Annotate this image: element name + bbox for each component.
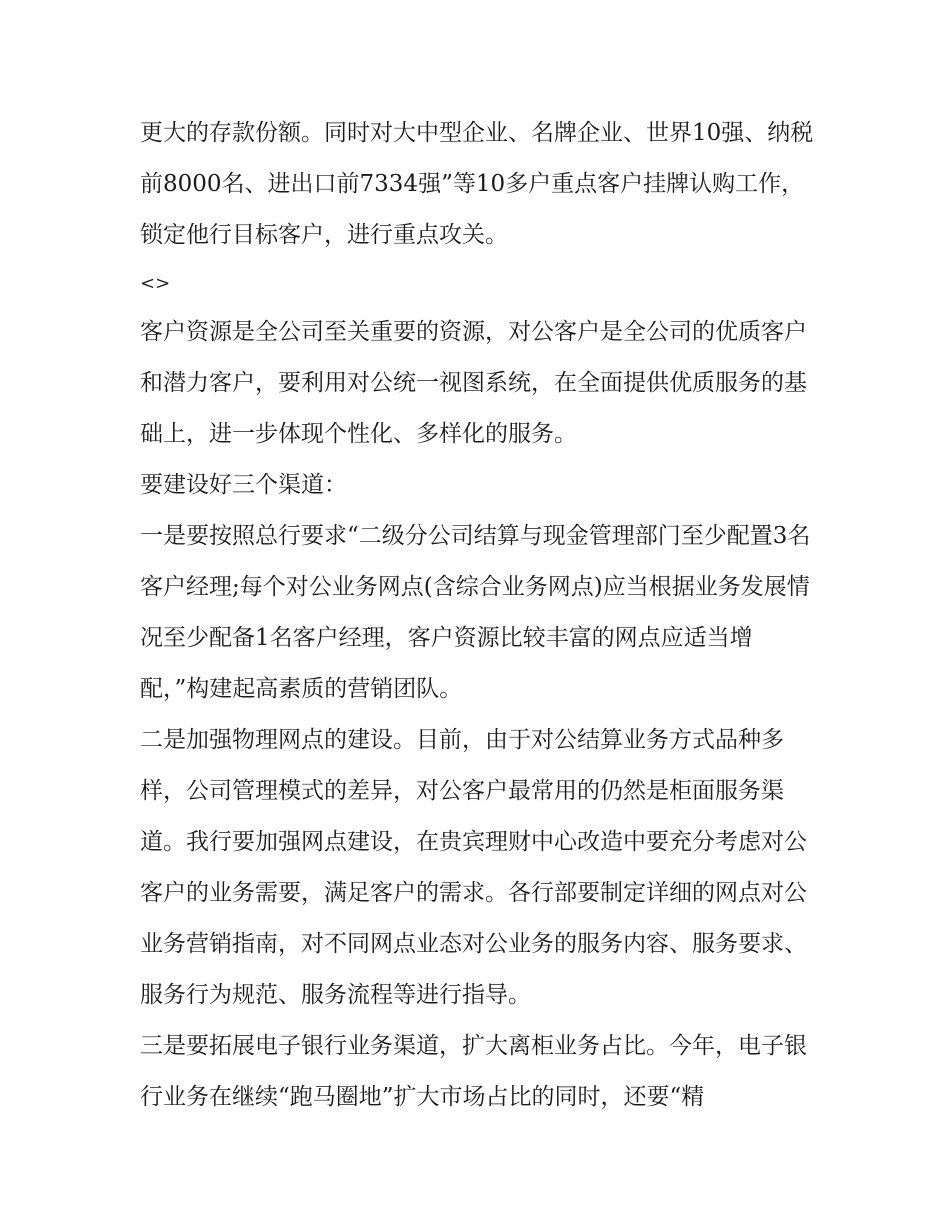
paragraph-three-channels: 要建设好三个渠道： xyxy=(140,472,347,498)
paragraph-channel-three: 三是要拓展电子银行业务渠道，扩大离柜业务占比。今年，电子银行业务在继续“跑马圈地”扩大市场占比的同时，还要“精 xyxy=(140,1033,807,1110)
paragraph-channel-one: 一是要按照总行要求“二级分公司结算与现金管理部门至少配置3名客户经理;每个对公业务网点(含综合业务网点)应当根据业务发展情况至少配备1名客户经理，客户资源比较丰富的网点应适当增配，”构建起高素质的营销团队。 xyxy=(140,523,811,702)
paragraph-channel-two: 二是加强物理网点的建设。目前，由于对公结算业务方式品种多样，公司管理模式的差异，对公客户最常用的仍然是柜面服务渠道。我行要加强网点建设，在贵宾理财中心改造中要充分考虑对公客户的业务需要，满足客户的需求。各行部要制定详细的网点对公业务营销指南，对不同网点业态对公业务的服务内容、服务要求、服务行为规范、服务流程等进行指导。 xyxy=(140,727,807,1008)
paragraph-separator: <> xyxy=(140,273,171,294)
document-body xyxy=(140,108,820,1123)
paragraph-deposit-share: 更大的存款份额。同时对大中型企业、名牌企业、世界10强、纳税前8000名、进出口前7334强”等10多户重点客户挂牌认购工作，锁定他行目标客户，进行重点攻关。 xyxy=(140,120,814,248)
paragraph-customer-resources: 客户资源是全公司至关重要的资源，对公客户是全公司的优质客户和潜力客户，要利用对公统一视图系统，在全面提供优质服务的基础上，进一步体现个性化、多样化的服务。 xyxy=(140,319,807,447)
